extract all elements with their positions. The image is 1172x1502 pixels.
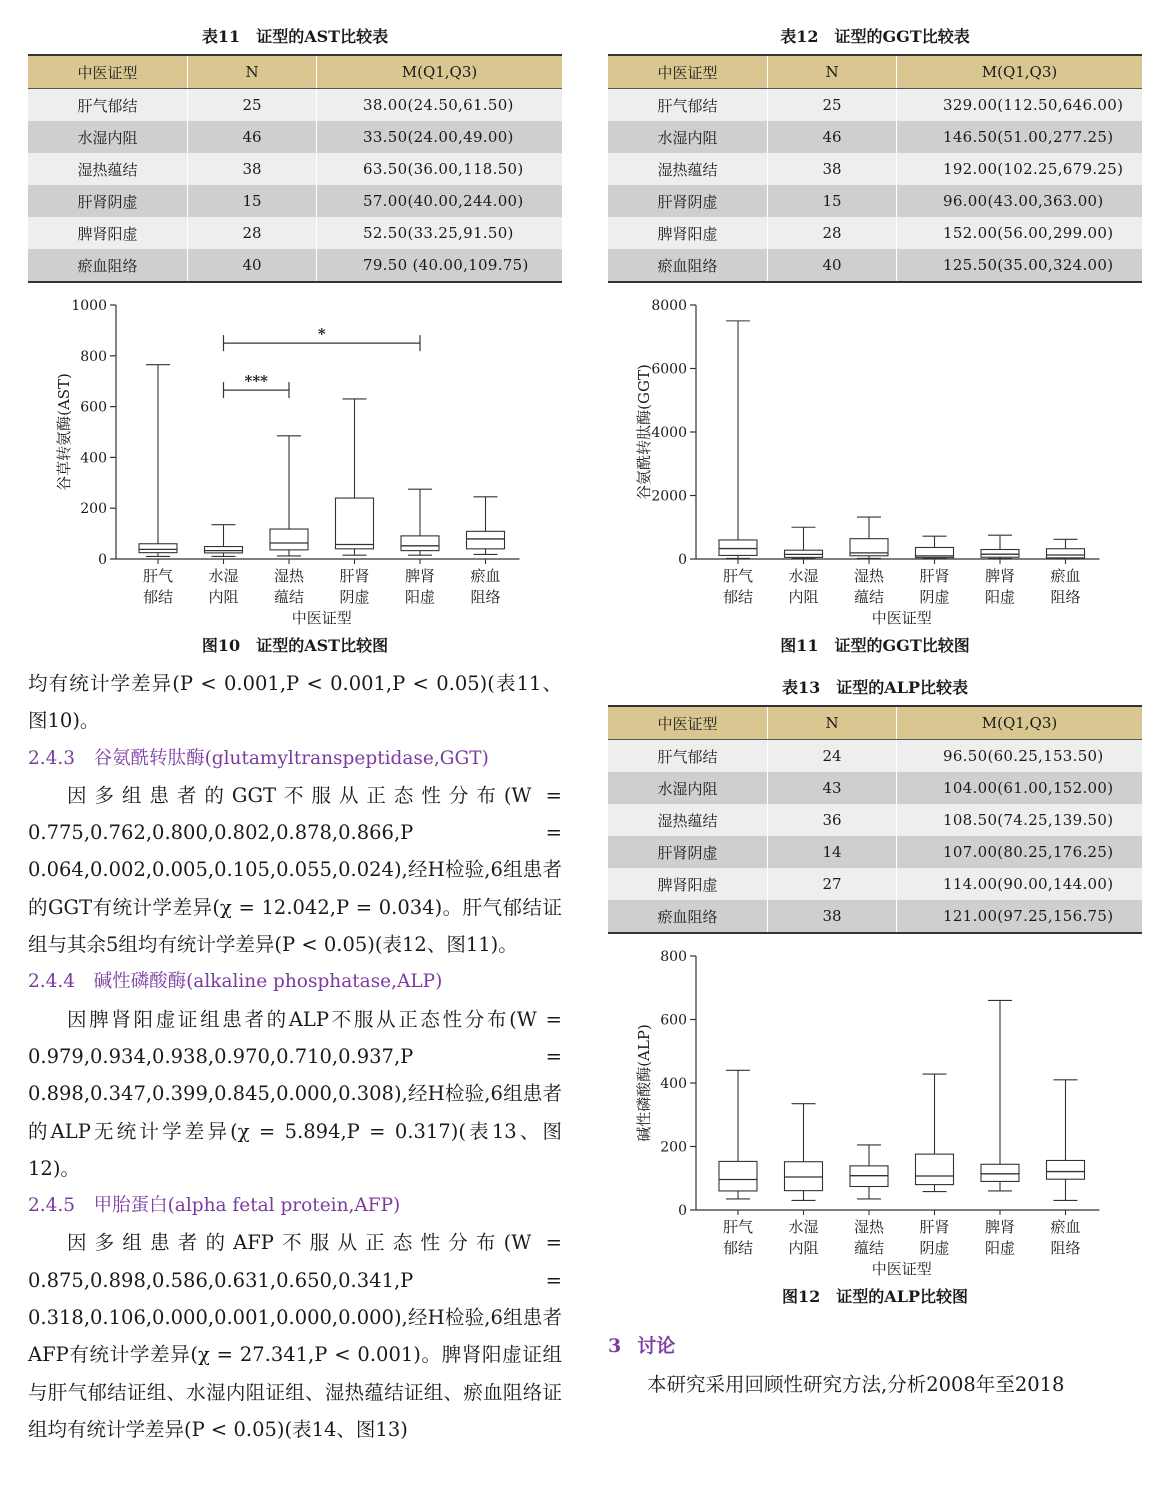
y-tick-label: 4000 [651,425,687,441]
iqr-box [139,544,177,553]
box-2 [785,527,823,558]
iqr-box [1047,1160,1085,1179]
table-row [28,89,562,122]
section-3-heading [608,1326,1142,1366]
x-tick-label: 阻络 [1050,1239,1081,1257]
y-tick-label: 0 [678,1203,687,1219]
table-header-row [608,706,1142,740]
median-iqr-cell: 125.50(35.00,324.00) [897,249,1143,282]
section-number: 3 [608,1335,622,1357]
count-cell: 24 [768,740,897,773]
box-6 [1047,1080,1085,1201]
x-tick-label: 瘀血 [1050,1218,1081,1236]
paragraph: 均有统计学差异(P < 0.001,P < 0.001,P < 0.05)(表11、图10)。 [28,672,562,733]
header-cell: M(Q1,Q3) [897,706,1143,740]
table-row [28,249,562,282]
paragraph: 因多组患者的AFP不服从正态性分布(W = 0.875,0.898,0.586,0.631,0.650,0.341,P = 0.318,0.106,0.000,0.001,0.000,0.000),经H检验,6组患者AFP有统计学差异(χ = 27.341,P < 0.001)。脾肾阳虚证组与肝气郁结证组、水湿内阻证组、湿热蕴结证组、瘀血阻络证组均有统计学差异(P < 0.05)(表14、图13) [28,1231,562,1441]
syndrome-cell: 脾肾阳虚 [608,868,768,900]
y-axis-label: 谷草转氨酶(AST) [55,373,73,491]
box-5 [401,489,439,555]
iqr-box [981,1164,1019,1181]
table-row [28,153,562,185]
iqr-box [467,531,505,549]
iqr-box [1047,549,1085,558]
x-tick-label: 郁结 [722,588,754,606]
right-body-text [608,1366,1142,1403]
x-tick-label: 水湿 [788,1218,819,1236]
table-row [608,868,1142,900]
table-row [608,740,1142,773]
syndrome-cell: 瘀血阻络 [608,249,768,282]
y-tick-label: 200 [660,1139,687,1156]
count-cell: 43 [768,772,897,804]
header-cell: 中医证型 [28,55,188,89]
median-iqr-cell: 152.00(56.00,299.00) [897,217,1143,249]
box-4 [916,536,954,558]
significance-label: *** [244,372,269,391]
count-cell: 36 [768,804,897,836]
section-title: 讨论 [637,1335,676,1357]
syndrome-cell: 水湿内阻 [608,772,768,804]
table-12 [608,54,1142,283]
header-cell: 中医证型 [608,706,768,740]
table-row [28,217,562,249]
median-iqr-cell: 121.00(97.25,156.75) [897,900,1143,933]
syndrome-cell: 湿热蕴结 [28,153,188,185]
paragraph: 本研究采用回顾性研究方法,分析2008年至2018 [647,1373,1065,1396]
syndrome-cell: 瘀血阻络 [28,249,188,282]
y-tick-label: 200 [80,501,107,518]
box-3 [850,1145,888,1199]
ast-boxplot-chart [28,283,562,631]
y-tick-label: 600 [80,399,107,416]
header-cell: 中医证型 [608,55,768,89]
significance-bracket [224,372,290,398]
x-tick-label: 肝气 [722,567,754,585]
left-column [28,22,562,1448]
median-iqr-cell: 192.00(102.25,679.25) [897,153,1143,185]
box-4 [336,399,374,555]
syndrome-cell: 瘀血阻络 [608,900,768,933]
x-axis-label: 中医证型 [871,1260,932,1278]
table-row [28,185,562,217]
figure-10-caption: 图10 证型的AST比较图 [201,636,389,655]
x-tick-label: 水湿 [208,567,239,585]
syndrome-cell: 肝肾阴虚 [608,185,768,217]
x-tick-label: 肝气 [142,567,174,585]
x-axis-label: 中医证型 [291,609,352,627]
header-cell: N [768,55,897,89]
significance-label: * [317,325,326,344]
x-tick-label: 瘀血 [470,567,501,585]
x-tick-label: 内阻 [788,588,819,606]
count-cell: 27 [768,868,897,900]
x-tick-label: 阴虚 [919,588,950,606]
x-tick-label: 蕴结 [273,588,305,606]
x-tick-label: 郁结 [722,1239,754,1257]
y-tick-label: 600 [660,1012,687,1029]
syndrome-cell: 脾肾阳虚 [28,217,188,249]
y-tick-label: 2000 [651,488,687,505]
subsection-heading-afp: 2.4.5 甲胎蛋白(alpha fetal protein,AFP) [28,1195,401,1217]
x-tick-label: 肝肾 [919,1218,950,1236]
syndrome-cell: 肝肾阴虚 [28,185,188,217]
box-1 [719,1070,757,1199]
iqr-box [270,529,308,550]
count-cell: 14 [768,836,897,868]
median-iqr-cell: 79.50 (40.00,109.75) [317,249,563,282]
x-tick-label: 湿热 [273,567,305,585]
iqr-box [719,540,757,555]
x-tick-label: 脾肾 [984,567,1016,585]
header-cell: N [768,706,897,740]
iqr-box [719,1161,757,1191]
y-tick-label: 400 [80,450,107,467]
table-row [28,121,562,153]
iqr-box [981,550,1019,558]
median-iqr-cell: 146.50(51.00,277.25) [897,121,1143,153]
x-tick-label: 阳虚 [984,588,1016,606]
box-6 [1047,539,1085,558]
x-tick-label: 阻络 [1050,588,1081,606]
count-cell: 40 [188,249,317,282]
significance-bracket [224,325,421,351]
left-body-text [28,665,562,1448]
paragraph: 因脾肾阳虚证组患者的ALP不服从正态性分布(W = 0.979,0.934,0.938,0.970,0.710,0.937,P = 0.898,0.347,0.399,0.845,0.000,0.308),经H检验,6组患者的ALP无统计学差异(χ = 5.894,P = 0.317)(表13、图12)。 [28,1007,562,1180]
table-row [608,249,1142,282]
count-cell: 25 [768,89,897,122]
box-6 [467,497,505,555]
y-tick-label: 400 [660,1076,687,1092]
median-iqr-cell: 107.00(80.25,176.25) [897,836,1143,868]
box-3 [270,436,308,556]
x-tick-label: 内阻 [788,1239,819,1257]
syndrome-cell: 脾肾阳虚 [608,217,768,249]
header-cell: N [188,55,317,89]
ggt-boxplot-chart [608,283,1142,631]
table-13 [608,705,1142,934]
table-row [608,89,1142,122]
syndrome-cell: 肝肾阴虚 [608,836,768,868]
header-cell: M(Q1,Q3) [317,55,563,89]
count-cell: 15 [768,185,897,217]
x-tick-label: 阴虚 [339,588,370,606]
x-tick-label: 内阻 [208,588,239,606]
count-cell: 40 [768,249,897,282]
median-iqr-cell: 96.50(60.25,153.50) [897,740,1143,773]
y-axis-label: 谷氨酰转肽酶(GGT) [635,364,653,500]
subsection-heading-alp: 2.4.4 碱性磷酸酶(alkaline phosphatase,ALP) [28,971,443,993]
x-tick-label: 肝肾 [339,567,370,585]
count-cell: 38 [768,900,897,933]
syndrome-cell: 肝气郁结 [608,89,768,122]
y-tick-label: 800 [80,348,107,365]
table-13-caption: 表13 证型的ALP比较表 [782,678,968,697]
table-header-row [28,55,562,89]
y-tick-label: 0 [98,552,107,568]
y-tick-label: 800 [660,949,687,965]
subsection-heading-ggt: 2.4.3 谷氨酰转肽酶(glutamyltranspeptidase,GGT) [28,747,489,769]
x-tick-label: 脾肾 [404,567,436,585]
iqr-box [205,547,243,553]
box-5 [981,535,1019,558]
median-iqr-cell: 63.50(36.00,118.50) [317,153,563,185]
box-3 [850,517,888,558]
y-tick-label: 0 [678,552,687,568]
x-tick-label: 肝肾 [919,567,950,585]
table-row [608,121,1142,153]
median-iqr-cell: 329.00(112.50,646.00) [897,89,1143,122]
x-tick-label: 阳虚 [984,1239,1016,1257]
box-2 [205,525,243,557]
median-iqr-cell: 114.00(90.00,144.00) [897,868,1143,900]
alp-boxplot-chart [608,934,1142,1282]
box-4 [916,1074,954,1191]
iqr-box [401,536,439,551]
median-iqr-cell: 108.50(74.25,139.50) [897,804,1143,836]
table-row [608,153,1142,185]
syndrome-cell: 湿热蕴结 [608,804,768,836]
box-1 [719,321,757,558]
x-tick-label: 郁结 [142,588,174,606]
table-11-caption: 表11 证型的AST比较表 [201,27,389,46]
iqr-box [916,1154,954,1184]
x-tick-label: 阴虚 [919,1239,950,1257]
table-11 [28,54,562,283]
syndrome-cell: 肝气郁结 [608,740,768,773]
count-cell: 28 [188,217,317,249]
count-cell: 38 [768,153,897,185]
right-column [608,22,1142,1403]
box-2 [785,1104,823,1201]
x-tick-label: 湿热 [853,567,885,585]
y-axis-label: 碱性磷酸酶(ALP) [635,1024,653,1142]
figure-11-caption: 图11 证型的GGT比较图 [780,636,970,655]
count-cell: 46 [188,121,317,153]
count-cell: 38 [188,153,317,185]
median-iqr-cell: 96.00(43.00,363.00) [897,185,1143,217]
count-cell: 28 [768,217,897,249]
table-row [608,900,1142,933]
syndrome-cell: 水湿内阻 [28,121,188,153]
y-tick-label: 6000 [651,361,687,378]
table-row [608,217,1142,249]
median-iqr-cell: 104.00(61.00,152.00) [897,772,1143,804]
iqr-box [785,1162,823,1191]
table-row [608,804,1142,836]
y-tick-label: 1000 [71,298,107,314]
x-tick-label: 瘀血 [1050,567,1081,585]
x-tick-label: 脾肾 [984,1218,1016,1236]
syndrome-cell: 水湿内阻 [608,121,768,153]
header-cell: M(Q1,Q3) [897,55,1143,89]
x-tick-label: 水湿 [788,567,819,585]
syndrome-cell: 湿热蕴结 [608,153,768,185]
table-row [608,772,1142,804]
count-cell: 25 [188,89,317,122]
y-tick-label: 8000 [651,298,687,314]
median-iqr-cell: 33.50(24.00,49.00) [317,121,563,153]
box-1 [139,365,177,557]
count-cell: 46 [768,121,897,153]
box-5 [981,1000,1019,1190]
iqr-box [336,498,374,549]
x-tick-label: 阳虚 [404,588,436,606]
x-tick-label: 阻络 [470,588,501,606]
count-cell: 15 [188,185,317,217]
median-iqr-cell: 57.00(40.00,244.00) [317,185,563,217]
table-12-caption: 表12 证型的GGT比较表 [780,27,970,46]
table-row [608,836,1142,868]
paragraph: 因多组患者的GGT不服从正态性分布(W = 0.775,0.762,0.800,0.802,0.878,0.866,P = 0.064,0.002,0.005,0.105,0.055,0.024),经H检验,6组患者的GGT有统计学差异(χ = 12.042,P = 0.034)。肝气郁结证组与其余5组均有统计学差异(P < 0.05)(表12、图11)。 [28,783,562,957]
x-axis-label: 中医证型 [871,609,932,627]
median-iqr-cell: 38.00(24.50,61.50) [317,89,563,122]
figure-12-caption: 图12 证型的ALP比较图 [782,1287,968,1306]
x-tick-label: 肝气 [722,1218,754,1236]
table-row [608,185,1142,217]
table-header-row [608,55,1142,89]
syndrome-cell: 肝气郁结 [28,89,188,122]
x-tick-label: 湿热 [853,1218,885,1236]
x-tick-label: 蕴结 [853,588,885,606]
x-tick-label: 蕴结 [853,1239,885,1257]
median-iqr-cell: 52.50(33.25,91.50) [317,217,563,249]
